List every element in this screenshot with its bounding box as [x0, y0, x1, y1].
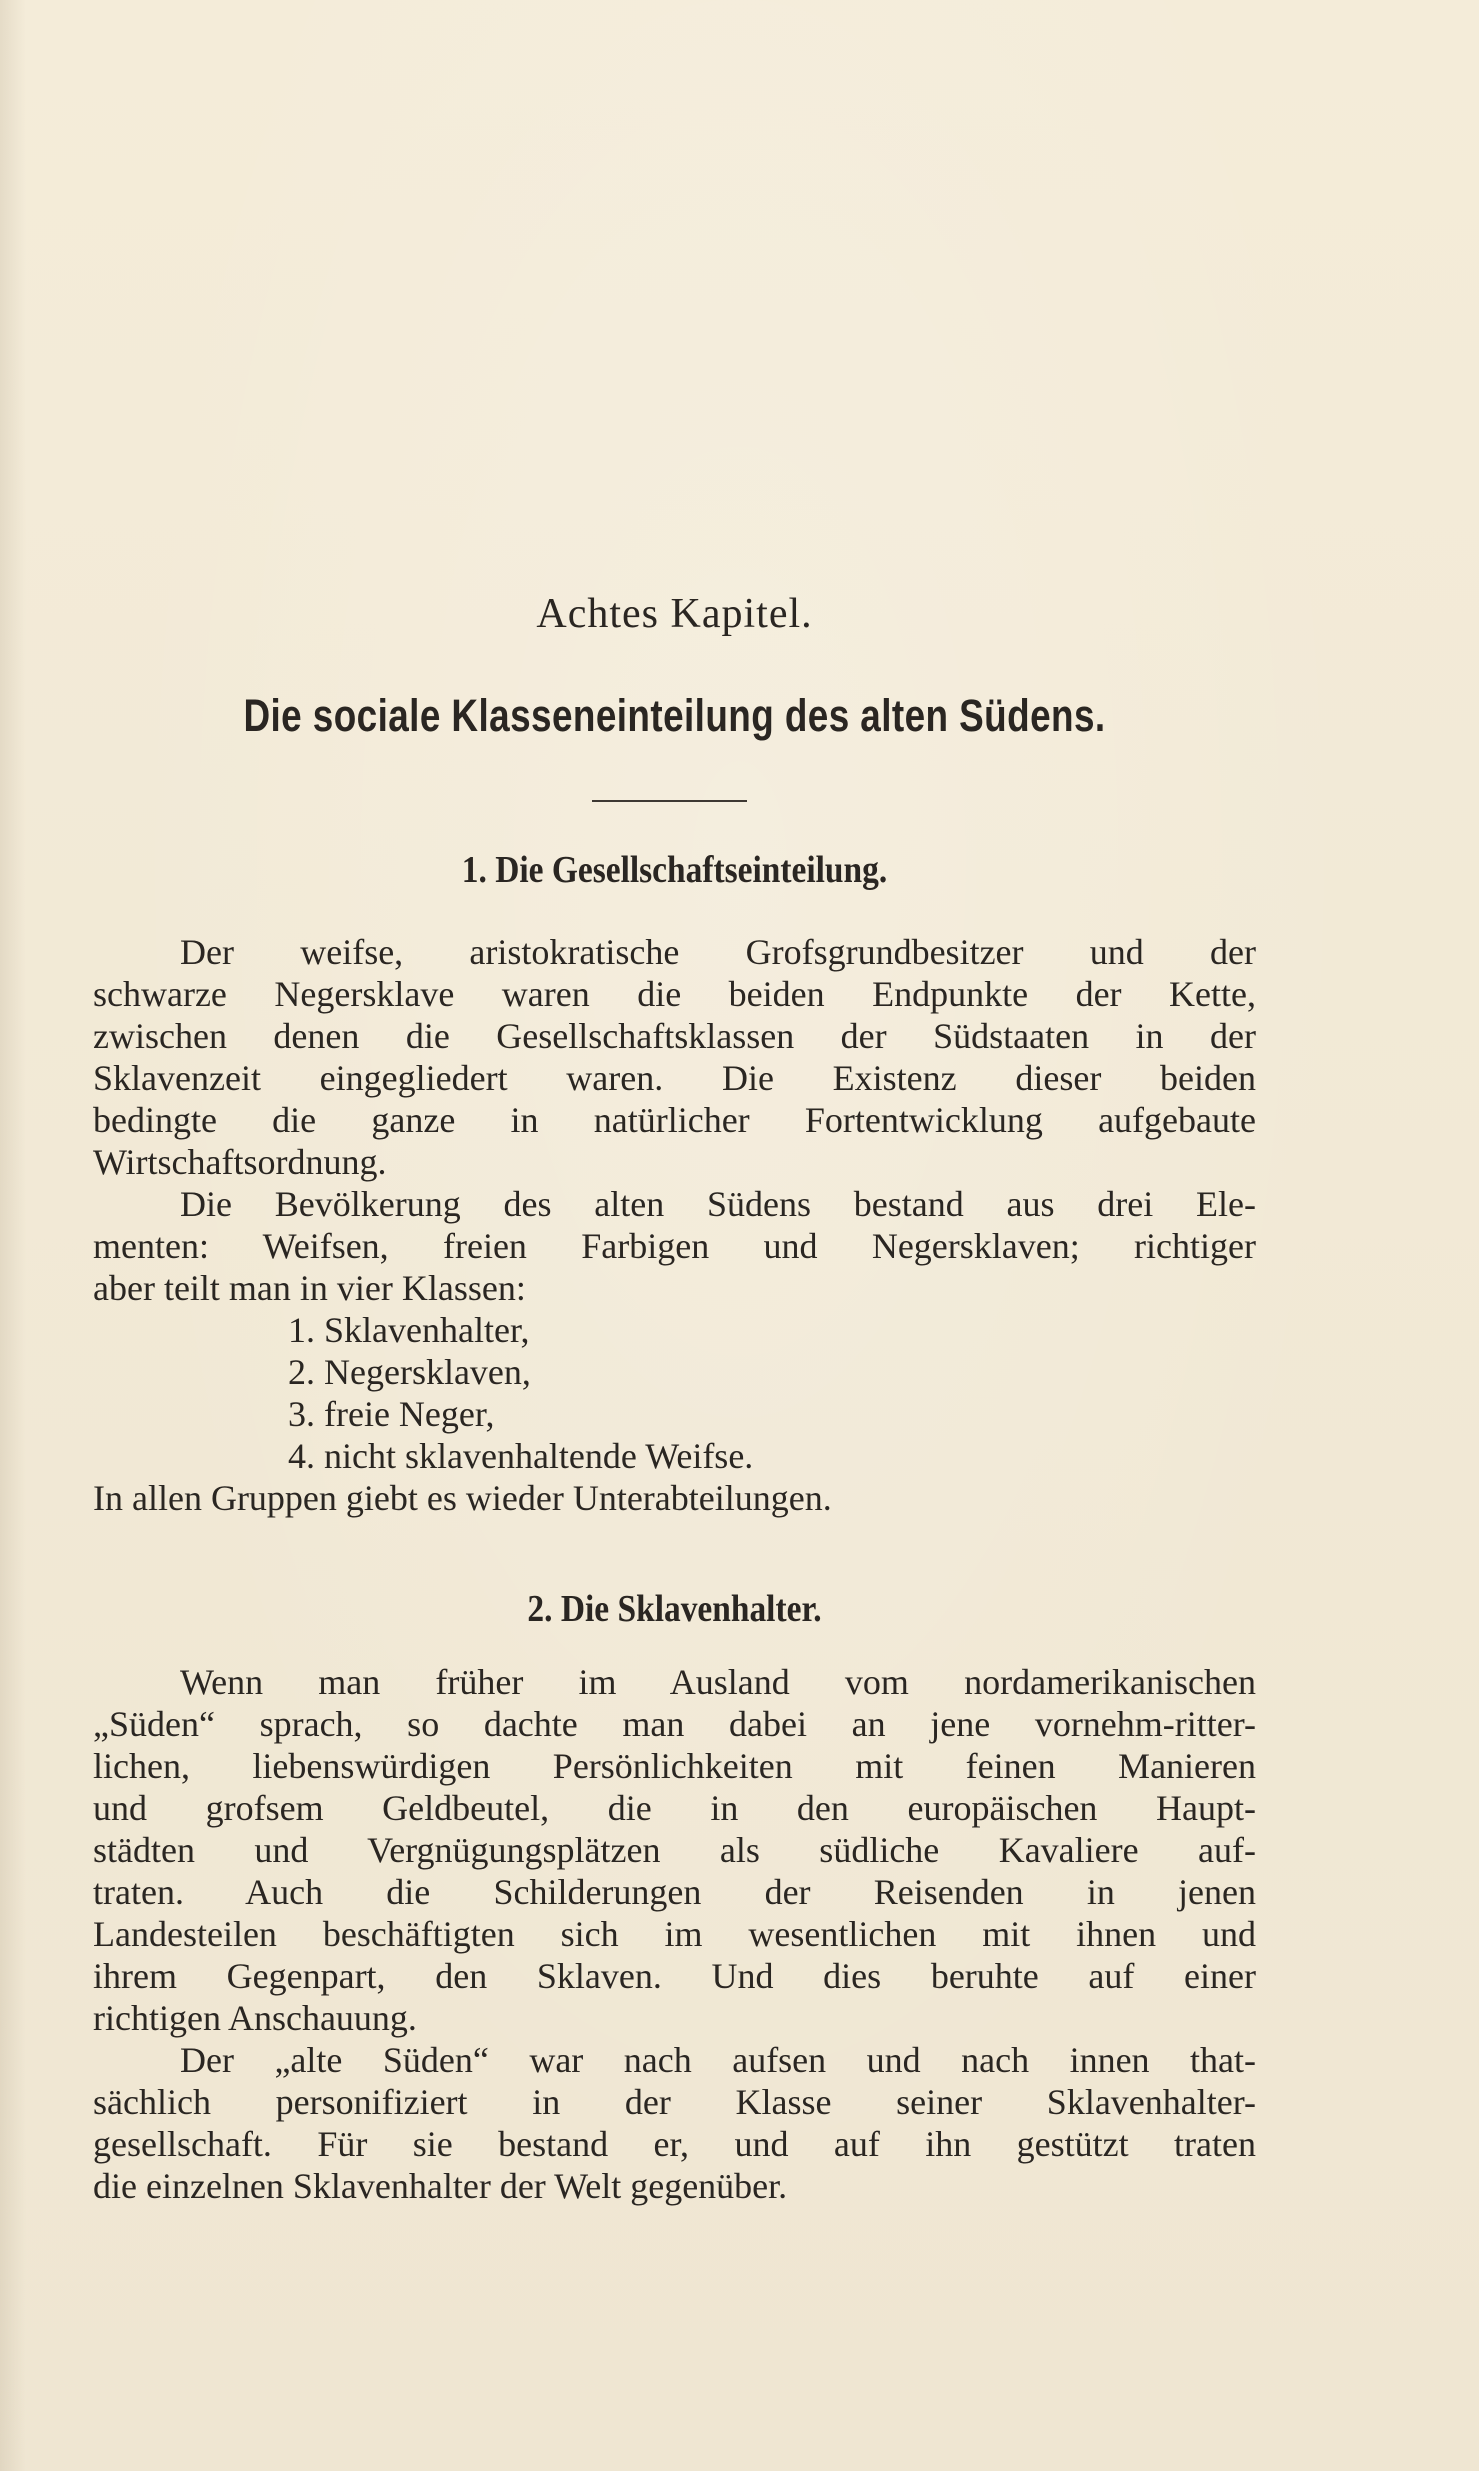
paragraph-line: lichen, liebenswürdigen Persönlichkeiten mit feinen Manieren — [93, 1746, 1256, 1786]
section-heading-gesellschaftseinteilung: 1. Die Gesellschaftseinteilung. — [461, 849, 888, 891]
paragraph-line: Wirtschaftsordnung. — [93, 1142, 387, 1182]
paragraph-line: und grofsem Geldbeutel, die in den europäischen Haupt- — [93, 1788, 1256, 1828]
paragraph-line: richtigen Anschauung. — [93, 1998, 417, 2038]
paragraph-line: Sklavenzeit eingegliedert waren. Die Existenz dieser beiden — [93, 1058, 1256, 1098]
paragraph-line: „Süden“ sprach, so dachte man dabei an jene vornehm-ritter- — [93, 1704, 1256, 1744]
paragraph-line: aber teilt man in vier Klassen: — [93, 1268, 526, 1308]
paragraph-line: In allen Gruppen giebt es wieder Unterabteilungen. — [93, 1478, 832, 1518]
section-heading-sklavenhalter: 2. Die Sklavenhalter. — [527, 1588, 822, 1630]
chapter-label: Achtes Kapitel. — [536, 591, 813, 637]
chapter-title: Die sociale Klasseneinteilung des alten Südens. — [243, 690, 1106, 741]
list-item: 4. nicht sklavenhaltende Weifse. — [288, 1436, 754, 1476]
paragraph-line: Wenn man früher im Ausland vom nordamerikanischen — [180, 1662, 1256, 1702]
list-item: 3. freie Neger, — [288, 1394, 495, 1434]
paragraph-line: Landesteilen beschäftigten sich im wesentlichen mit ihnen und — [93, 1914, 1256, 1954]
paragraph-line: Der „alte Süden“ war nach aufsen und nach innen that- — [180, 2040, 1256, 2080]
paragraph-line: Der weifse, aristokratische Grofsgrundbesitzer und der — [180, 932, 1256, 972]
paragraph-line: sächlich personifiziert in der Klasse seiner Sklavenhalter- — [93, 2082, 1256, 2122]
paragraph-line: traten. Auch die Schilderungen der Reisenden in jenen — [93, 1872, 1256, 1912]
paragraph-line: ihrem Gegenpart, den Sklaven. Und dies beruhte auf einer — [93, 1956, 1256, 1996]
list-item: 1. Sklavenhalter, — [288, 1310, 530, 1350]
paragraph-line: städten und Vergnügungsplätzen als südliche Kavaliere auf- — [93, 1830, 1256, 1870]
divider-rule — [592, 800, 747, 802]
paragraph-line: menten: Weifsen, freien Farbigen und Negersklaven; richtiger — [93, 1226, 1256, 1266]
paragraph-line: die einzelnen Sklavenhalter der Welt gegenüber. — [93, 2166, 788, 2206]
paragraph-line: Die Bevölkerung des alten Südens bestand aus drei Ele- — [180, 1184, 1256, 1224]
list-item: 2. Negersklaven, — [288, 1352, 531, 1392]
paragraph-line: bedingte die ganze in natürlicher Fortentwicklung aufgebaute — [93, 1100, 1256, 1140]
binding-shadow — [0, 0, 26, 2471]
paragraph-line: zwischen denen die Gesellschaftsklassen der Südstaaten in der — [93, 1016, 1256, 1056]
paragraph-line: gesellschaft. Für sie bestand er, und auf ihn gestützt traten — [93, 2124, 1256, 2164]
paragraph-line: schwarze Negersklave waren die beiden Endpunkte der Kette, — [93, 974, 1256, 1014]
